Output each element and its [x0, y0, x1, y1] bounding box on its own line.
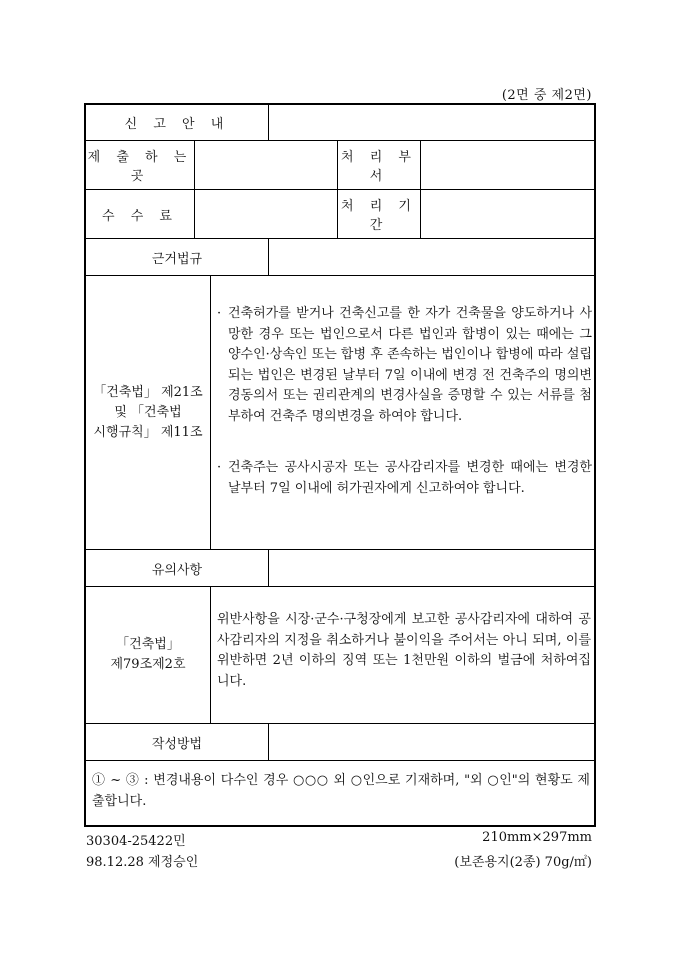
page-number: (2면 중 제2면) — [501, 88, 592, 103]
legal-basis-item — [211, 458, 592, 499]
law-line: 「건축법」 — [116, 637, 180, 652]
law-line: 「건축법」 제21조 — [93, 384, 203, 400]
col-divider — [268, 723, 269, 760]
law-line: 시행규칙」 제11조 — [93, 424, 203, 440]
law-line: 제79조제2호 — [110, 657, 186, 672]
fee-value — [195, 190, 337, 238]
col-divider — [268, 238, 269, 275]
bullet-dot: · — [217, 306, 222, 321]
submit-to-label: 제 출 하 는 곳 — [87, 150, 193, 184]
approval-date: 98.12.28 제정승인 — [86, 855, 199, 870]
notes-header: 유의사항 — [151, 562, 203, 578]
legal-basis-text: 건축허가를 받거나 건축신고를 한 자가 건축물을 양도하거나 사망한 경우 또는 법인으로서 다른 법인과 합병이 있는 때에는 그 양수인·상속인 또는 합병 후 존속하는 법인이나 합병에 따라 설립되는 법인은 변경된 날부터 7일 이내에 변경 전 건축주의 명의변경동의서 또는 권리관계의 변경사실을 증명할 수 있는 서류를 첨부하여 건축주 명의변경을 하여야 합니다. — [228, 306, 592, 424]
legal-basis-header: 근거법규 — [151, 251, 203, 267]
submit-to-value — [195, 141, 337, 189]
legal-basis-item — [211, 304, 592, 427]
legal-basis-text: 건축주는 공사시공자 또는 공사감리자를 변경한 때에는 변경한 날부터 7일 이내에 허가권자에게 신고하여야 합니다. — [228, 460, 592, 496]
notes-law — [86, 587, 210, 723]
howto-text: ① ~ ③ : 변경내용이 다수인 경우 ○○○ 외 ○인으로 기재하며, "외 ○인"의 현황도 제출합니다. — [92, 773, 590, 809]
dept-value — [421, 141, 596, 189]
col-divider — [210, 586, 211, 723]
notes-text: 위반사항을 시장·군수·구청장에게 보고한 공사감리자에 대하여 공사감리자의 지정을 취소하거나 불이익을 주어서는 아니 되며, 이를 위반하면 2년 이하의 징역 또는 1천만원 이하의 벌금에 처하여집니다. — [217, 612, 591, 689]
bullet-dot: · — [217, 460, 222, 475]
guide-form — [84, 103, 596, 827]
period-label: 처 리 기 간 — [341, 199, 417, 233]
row-divider — [86, 760, 594, 761]
legal-basis-law — [86, 276, 210, 549]
guide-title: 신 고 안 내 — [124, 117, 230, 132]
paper-type: (보존용지(2종) 70g/㎡) — [454, 855, 592, 870]
fee-label: 수 수 료 — [102, 208, 178, 224]
guide-title-blank — [269, 105, 596, 140]
period-value — [421, 190, 596, 238]
form-code: 30304-25422민 — [86, 834, 186, 849]
col-divider — [268, 549, 269, 586]
paper-size: 210mm×297mm — [482, 830, 592, 845]
dept-label: 처 리 부 서 — [341, 150, 417, 184]
howto-header: 작성방법 — [151, 736, 203, 752]
law-line: 및 「건축법 — [114, 404, 182, 420]
